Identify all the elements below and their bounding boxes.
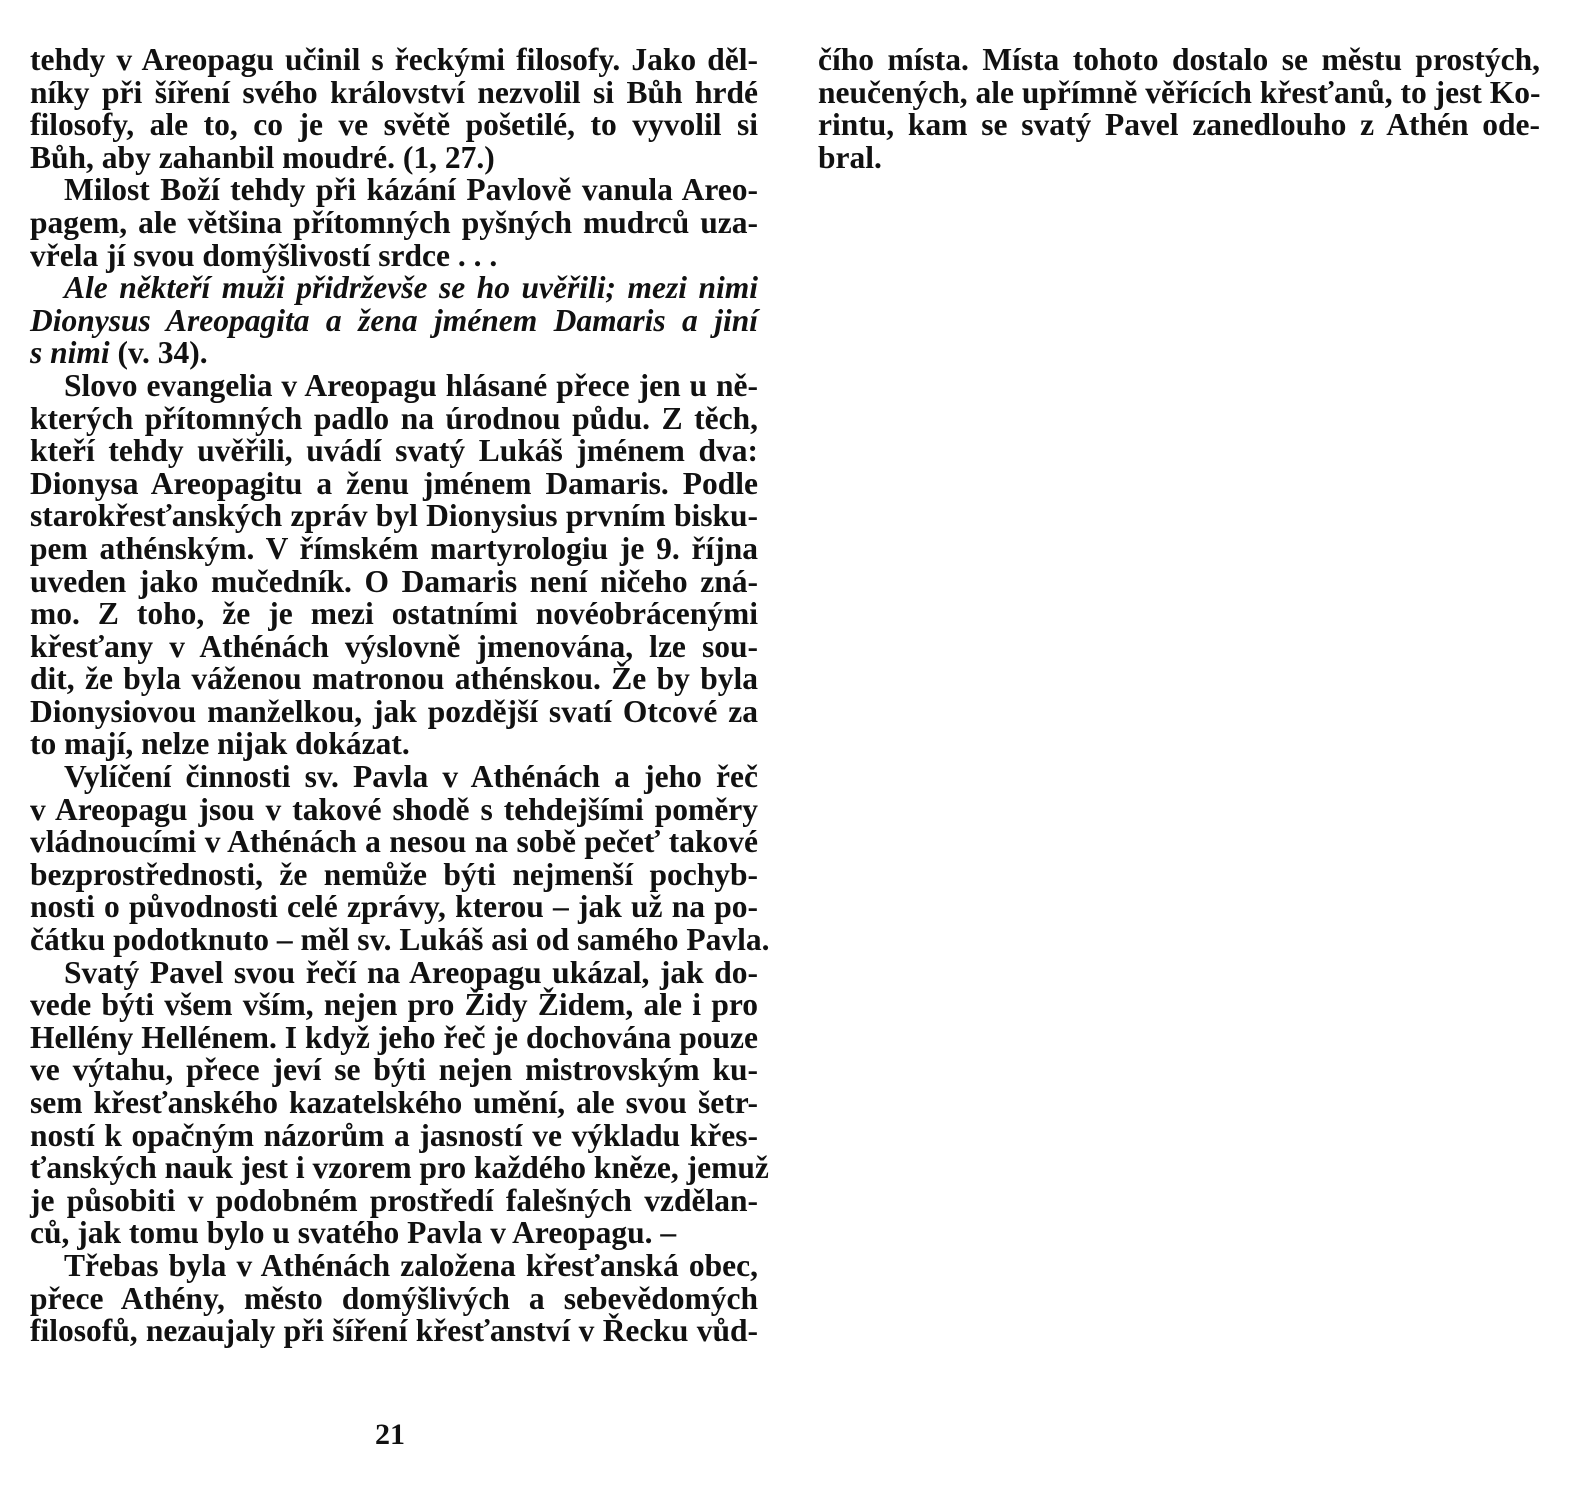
text-line: Bůh, aby zahanbil moudré. (1, 27.)	[30, 139, 495, 175]
text-line: ností k opačným názorům a jasností ve výkladu křes-	[30, 1117, 758, 1153]
paragraph-first-line: Svatý Pavel svou řečí na Areopagu ukázal, jak do-	[64, 954, 758, 990]
text-line: ců, jak tomu bylo u svatého Pavla v Areopagu. –	[30, 1215, 677, 1251]
text-line: čího místa. Místa tohoto dostalo se městu prostých,	[818, 42, 1540, 77]
text-line: bral.	[818, 139, 882, 175]
text-line: dit, že byla váženou matronou athénskou. Že by byla	[30, 661, 758, 697]
text-line: v Areopagu jsou v takové shodě s tehdejšími poměry	[30, 791, 758, 827]
text-line: mo. Z toho, že je mezi ostatními novéobrácenými	[30, 596, 758, 632]
text-line: přece Athény, město domýšlivých a sebevědomých	[30, 1280, 758, 1316]
text-line: pagem, ale většina přítomných pyšných mudrců uza-	[30, 204, 758, 240]
text-line: ve výtahu, přece jeví se býti nejen mistrovským ku-	[30, 1052, 758, 1088]
paragraph-first-line: Slovo evangelia v Areopagu hlásané přece jen u ně-	[64, 367, 758, 403]
text-line: ťanských nauk jest i vzorem pro každého kněze, jemuž	[30, 1150, 769, 1186]
text-line: čátku podotknuto – měl sv. Lukáš asi od samého Pavla.	[30, 922, 770, 958]
text-line: bezprostřednosti, že nemůže býti nejmenší pochyb-	[30, 856, 758, 892]
paragraph-first-line: Vylíčení činnosti sv. Pavla v Athénách a jeho řeč	[64, 759, 758, 795]
left-text-column	[30, 42, 770, 1349]
text-line: rintu, kam se svatý Pavel zanedlouho z Athén ode-	[818, 107, 1540, 143]
right-text-column	[818, 44, 1540, 174]
text-line: nosti o původnosti celé zprávy, kterou – jak už na po-	[30, 889, 758, 925]
text-line: neučených, ale upřímně věřících křesťanů, to jest Ko-	[818, 74, 1541, 110]
text-line: tehdy v Areopagu učinil s řeckými filosofy. Jako děl-	[30, 42, 758, 77]
text-line: níky při šíření svého království nezvolil si Bůh hrdé	[30, 74, 758, 110]
text-line: je působiti v podobném prostředí falešných vzdělan-	[30, 1182, 758, 1218]
text-line: filosofů, nezaujaly při šíření křesťanství v Řecku vůd-	[30, 1313, 758, 1349]
text-line: starokřesťanských zpráv byl Dionysius prvním bisku-	[30, 498, 758, 534]
page-number: 21	[375, 1418, 405, 1451]
text-line: křesťany v Athénách výslovně jmenována, lze sou-	[30, 628, 758, 664]
text-line: kteří tehdy uvěřili, uvádí svatý Lukáš jménem dva:	[30, 433, 758, 469]
text-line: vřela jí svou domýšlivostí srdce . . .	[30, 237, 498, 273]
text-line: sem křesťanského kazatelského umění, ale svou šetr-	[30, 1085, 758, 1120]
text-line: to mají, nelze nijak dokázat.	[30, 726, 410, 762]
scripture-quote-line: s nimi (v. 34).	[30, 335, 208, 371]
scripture-quote-line: Dionysus Areopagita a žena jménem Damaris a jiní	[30, 302, 758, 338]
scripture-quote-line: Ale někteří muži přidrževše se ho uvěřili; mezi nimi	[64, 270, 758, 306]
paragraph-first-line: Třebas byla v Athénách založena křesťanská obec,	[64, 1247, 758, 1283]
text-line: vede býti všem vším, nejen pro Židy Židem, ale i pro	[30, 987, 758, 1023]
paragraph-first-line: Milost Boží tehdy při kázání Pavlově vanula Areo-	[64, 172, 758, 208]
text-line: Dionysiovou manželkou, jak pozdější svatí Otcové za	[30, 693, 758, 729]
text-line: uveden jako mučedník. O Damaris není ničeho zná-	[30, 563, 758, 599]
text-line: kterých přítomných padlo na úrodnou půdu. Z těch,	[30, 400, 758, 436]
text-line: Dionysa Areopagitu a ženu jménem Damaris. Podle	[30, 465, 758, 501]
text-line: pem athénským. V římském martyrologiu je 9. října	[30, 530, 758, 566]
text-line: vládnoucími v Athénách a nesou na sobě pečeť takové	[30, 824, 758, 860]
text-line: filosofy, ale to, co je ve světě pošetilé, to vyvolil si	[30, 107, 758, 143]
text-line: Hellény Hellénem. I když jeho řeč je dochována pouze	[30, 1019, 758, 1055]
